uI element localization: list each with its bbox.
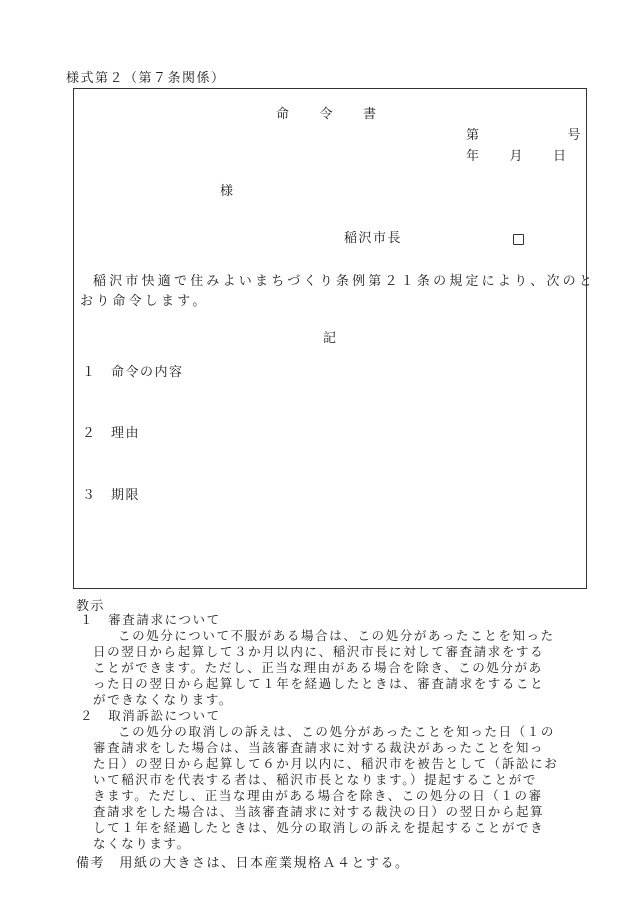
order-date-label: 年 月 日 (466, 149, 568, 164)
order-number-label: 第 号 (466, 128, 583, 143)
section-lawsuit-line-8: なくなります。 (93, 836, 191, 851)
section-review-line-5: ができなくなります。 (93, 692, 234, 707)
seal-box-icon (513, 229, 524, 248)
form-label: 様式第２（第７条関係） (66, 71, 226, 86)
item-reason: ２ 理由 (82, 426, 141, 441)
section-review-line-3: ことができます。ただし、正当な理由がある場合を除き、この処分があ (93, 660, 543, 675)
addressee-suffix: 様 (220, 184, 235, 199)
item-order-content: １ 命令の内容 (82, 365, 184, 380)
section-lawsuit-line-7: して１年を経過したときは、処分の取消しの訴えを提起することができ (93, 820, 545, 835)
order-body-line-2: おり命令します。 (80, 294, 209, 309)
section-lawsuit-line-6: 査請求をした場合は、当該審査請求に対する裁決の日）の翌日から起算 (93, 804, 545, 819)
order-title: 命 令 書 (276, 107, 378, 122)
section-review-line-2: 日の翌日から起算して３か月以内に、稲沢市長に対して審査請求をする (93, 644, 545, 659)
section-lawsuit-line-3: た日）の翌日から起算して６か月以内に、稲沢市を被告として（訴訟にお (93, 756, 559, 771)
section-lawsuit-line-5: きます。ただし、正当な理由がある場合を除き、この処分の日（１の審 (93, 788, 543, 803)
issuer-name: 稲沢市長 (344, 231, 403, 246)
item-deadline: ３ 期限 (82, 488, 141, 503)
instructions-title: 教示 (76, 599, 106, 614)
section-heading-lawsuit: ２ 取消訴訟について (80, 708, 221, 723)
ki-label: 記 (323, 331, 338, 346)
remark: 備考 用紙の大きさは、日本産業規格Ａ４とする。 (76, 856, 410, 871)
section-review-line-1: この処分について不服がある場合は、この処分があったことを知った (118, 628, 555, 643)
section-lawsuit-line-1: この処分の取消しの訴えは、この処分があったことを知った日（１の (118, 724, 555, 739)
section-lawsuit-line-4: いて稲沢市を代表する者は、稲沢市長となります。）提起することがで (93, 772, 537, 787)
section-lawsuit-line-2: 審査請求をした場合は、当該審査請求に対する裁決があったことを知っ (93, 740, 545, 755)
order-body-line-1: 稲沢市快適で住みよいまちづくり条例第２１条の規定により、次のと (93, 274, 596, 289)
section-review-line-4: った日の翌日から起算して１年を経過したときは、審査請求をすること (93, 676, 545, 691)
section-heading-review: １ 審査請求について (80, 612, 221, 627)
